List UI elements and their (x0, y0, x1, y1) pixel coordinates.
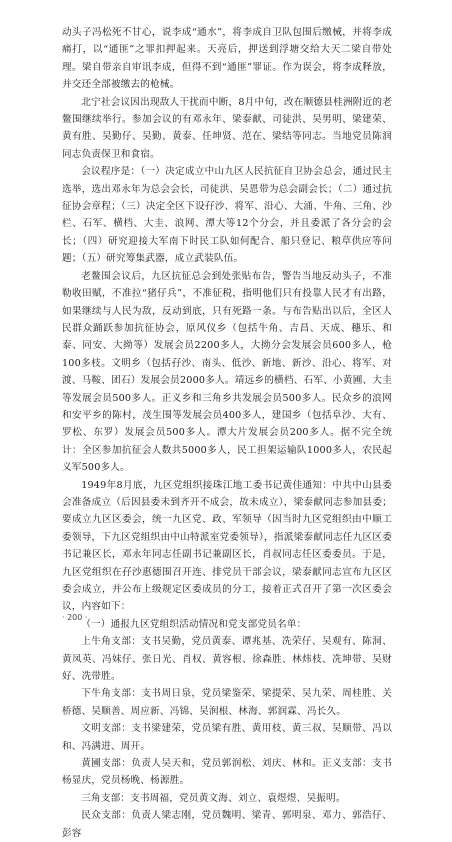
paragraph: 北宁社会议因出现敌人干扰而中断，8月中旬，改在顺德县桂洲附近的老鳌围继续举行。参加会议的有邓永年、梁泰献、司徒洪、吴男明、梁建荣、黄有胜、吴勤仔、吴勤、黄泰、任坤贤、范在、梁结等同志。当地党员陈润同志负责保卫和食宿。 (62, 96, 392, 160)
body-text (62, 24, 392, 842)
paragraph: 1949年8月底，九区党组织接珠江地工委书记黄佳通知：中共中山县委会准备成立（后因县委未到齐开不成会，故未成立），梁泰献同志参加县委；要成立九区区委会，统一九区党、政、军领导（因当时九区党组织由中顺工委领导，下九区党组织由中山特派室党委领导），指派梁泰献同志任九区区委书记兼区长，邓永年同志任副书记兼副区长，肖叔同志任区委委员。于是，九区党组织在孖沙惠德围召开连、排党员干部会议，梁泰献同志宣布九区区委会成立，并公布上级规定区委成员的分工，接着正式召开了第一次区委会议，内容如下： (62, 479, 392, 613)
paragraph: 上牛角支部：支书吴勤，党员黄泰、谭兆基、冼荣仔、吴观有、陈洞、黄凤英、冯妹仔、张日光、肖权、黄容根、徐森胜、林炜枝、冼坤带、吴财好、冼带胜。 (62, 636, 392, 683)
paragraph: 文明支部：支书梁建荣，党员梁有胜、黄用枝、黄三叔、吴顺带、冯以和、冯满进、周开。 (62, 723, 392, 752)
paragraph: 黄圃支部：负责人吴天和，党员郭润松、刘庆、林和。正义支部：支书杨显庆，党员杨晚、杨源胜。 (62, 758, 392, 787)
paragraph: 民众支部：负责人梁志刚，党员魏明、梁青、郭明泉、邓力、郭浩仔、彭容 (62, 810, 392, 839)
page-number: · 200 · (62, 613, 88, 622)
paragraph: 会议程序是：（一）决定成立中山九区人民抗征自卫协会总会，通过民主选举，选出邓永年为总会会长，司徒洪、吴恩带为总会副会长；（二）通过抗征协会章程；（三）决定全区下设孖沙、将军、沿心、大涌、牛角、三角、沙栏、石军、横档、大圭、浪网、潭大等12个分会，并且委派了各分会的会长；（四）研究迎接大军南下时民工队如何配合、船只登记、粮草供应等问题；（五）研究筹集武器，成立武装队伍。 (62, 166, 392, 265)
paragraph: 三角支部：支书周福，党员黄文海、刘立、袁煜煜、吴振明。 (81, 792, 346, 804)
paragraph: 老鳌围会议后，九区抗征总会到处张贴布告，警告当地反动头子，不准勒收田赋，不准拉“猪仔兵”，不准征税，指明他们只有投靠人民才有出路，如果继续与人民为敌，反动到底，只有死路一条。与布告贴出以后，全区人民群众踊跃参加抗征协会，原风仪乡（包括牛角、吉昌、天成、穗乐、和泰、同安、大拗等）发展会员2200多人，大拗分会发展会员600多人，枪100多枝。文明乡（包括孖沙、南头、低沙、新地、新沙、沿心、将军、对渡、马鞍、团石）发展会员2000多人。靖远乡的横档、石军、小黄圃、大圭等发展会员500多人。正义乡和三角乡共发展会员500多人。民众乡的浪网和安平乡的陈村，茂生围等发展会员400多人，建国乡（包括阜沙、大有、罗松、东罗）发展会员500多人。潭大片发展会员200多人。据不完全统计：全区参加抗征会人数共5000多人，民工担架运输队1000多人，农民起义军500多人。 (62, 270, 392, 474)
paragraph: （一）通报九区党组织活动情况和党支部党员名单： (81, 618, 307, 630)
paragraph: 动头子冯松死不甘心，说李成“通水”，将李成自卫队包围后缴械，并将李成痛打，以“通匪”之罪扣押起来。天亮后，押送到浮塘交给大天二梁自带处理。梁自带亲自审讯李成，但得不到“通匪”罪证。作为误会，将李成释放，并交还全部被缴去的枪械。 (62, 27, 392, 91)
paragraph: 下牛角支部：支书周日泉，党员梁鉴荣、梁提荣、吴九荣、周桂胜、关桥德、吴顺善、周应新、冯锦、吴润根、林海、郭润霖、冯长久。 (62, 688, 392, 717)
